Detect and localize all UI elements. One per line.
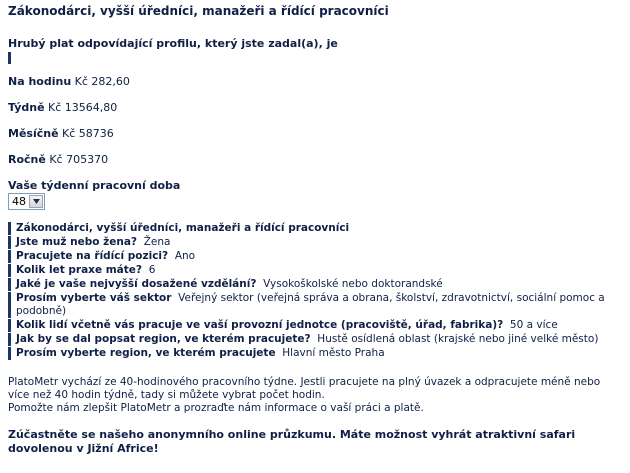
summary-row <box>8 347 620 360</box>
summary-row <box>8 292 620 318</box>
summary-question: Prosím vyberte váš sektor <box>16 292 172 304</box>
weekly-hours-value: 48 <box>12 195 26 208</box>
summary-question: Jaké je vaše nejvyšší dosažené vzdělání? <box>16 278 257 290</box>
gross-salary-heading: Hrubý plat odpovídající profilu, který jste zadal(a), je <box>8 37 338 50</box>
summary-question: Kolik lidí včetně vás pracuje ve vaší provozní jednotce (pracoviště, úřad, fabrika)? <box>16 319 504 331</box>
summary-answer: Žena <box>143 236 171 248</box>
summary-question: Pracujete na řídící pozici? <box>16 250 169 262</box>
summary-answer: Ano <box>174 250 196 262</box>
summary-question: Jak by se dal popsat region, ve kterém pracujete? <box>16 333 311 345</box>
salary-label: Na hodinu <box>8 75 72 88</box>
summary-question: Kolik let praxe máte? <box>16 264 142 276</box>
salary-weekly <box>8 101 117 114</box>
summary-row <box>8 236 620 249</box>
summary-row <box>8 333 620 346</box>
salary-label: Týdně <box>8 101 45 114</box>
page-title: Zákonodárci, vyšší úředníci, manažeři a řídící pracovníci <box>8 4 389 18</box>
salary-value: Kč 58736 <box>62 127 114 140</box>
summary-question: Jste muž nebo žena? <box>16 236 138 248</box>
summary-row <box>8 319 620 332</box>
summary-row <box>8 264 620 277</box>
salary-value: Kč 13564,80 <box>48 101 118 114</box>
info-paragraph-help: Pomožte nám zlepšit PlatoMetr a prozraďte nám informace o vaší práci a platě. <box>8 402 424 414</box>
summary-answer: Vysokoškolské nebo doktorandské <box>263 278 443 290</box>
summary-answer: 50 a více <box>509 319 558 331</box>
info-text <box>8 376 620 415</box>
dropdown-arrow-button[interactable] <box>29 195 43 208</box>
salary-value: Kč 282,60 <box>74 75 130 88</box>
survey-call-to-action: Zúčastněte se našeho anonymního online průzkumu. Máte možnost vyhrát atraktivní safari dovolenou v Jižní Africe! <box>8 428 576 455</box>
summary-question: Prosím vyberte region, ve kterém pracujete <box>16 347 276 359</box>
salary-hourly <box>8 75 130 88</box>
salary-label: Ročně <box>8 153 46 166</box>
heading-bar <box>8 52 11 64</box>
salary-label: Měsíčně <box>8 127 59 140</box>
summary-row <box>8 250 620 263</box>
summary-answer: Hlavní město Praha <box>282 347 385 359</box>
summary-title-row <box>8 222 620 235</box>
summary-answer: 6 <box>148 264 156 276</box>
weekly-hours-select[interactable] <box>8 193 45 210</box>
summary-answer: Veřejný sektor (veřejná správa a obrana, školství, zdravotnictví, sociální pomoc a podobně) <box>16 292 605 317</box>
salary-value: Kč 705370 <box>49 153 109 166</box>
summary-answer: Hustě osídlená oblast (krajské nebo jiné velké město) <box>317 333 599 345</box>
chevron-down-icon <box>33 199 40 204</box>
weekly-hours-label: Vaše týdenní pracovní doba <box>8 179 181 192</box>
summary-title: Zákonodárci, vyšší úředníci, manažeři a řídící pracovníci <box>16 222 350 234</box>
salary-monthly <box>8 127 114 140</box>
profile-summary <box>8 222 620 361</box>
summary-row <box>8 278 620 291</box>
salary-yearly <box>8 153 108 166</box>
info-paragraph: PlatoMetr vychází ze 40-hodinového pracovního týdne. Jestli pracujete na plný úvazek a odpracujete méně nebo více než 40 hodin týdně, tady si můžete vybrat počet hodin. <box>8 376 601 401</box>
